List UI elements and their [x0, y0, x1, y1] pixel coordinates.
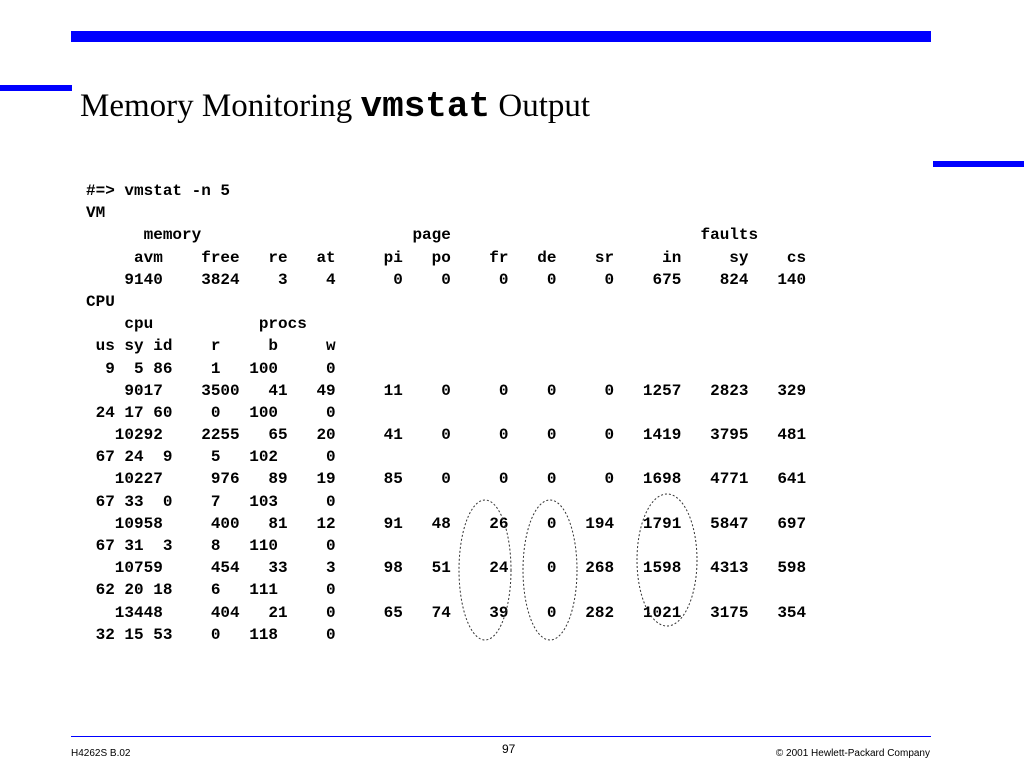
output-line: avm free re at pi po fr de sr in sy cs: [86, 248, 807, 267]
output-line: 67 31 3 8 110 0: [86, 537, 336, 555]
output-line: us sy id r b w: [86, 337, 336, 356]
output-line: 62 20 18 6 111 0: [86, 581, 336, 600]
output-line: 32 15 53 0 118 0: [86, 625, 336, 644]
title-text: Memory Monitoring: [80, 88, 361, 124]
footer-rule: [71, 736, 931, 737]
title-suffix: Output: [490, 88, 591, 124]
output-line: 67 33 0 7 103 0: [86, 492, 336, 511]
output-line: 9140 3824 3 4 0 0 0 0 0 675 824 140: [86, 270, 807, 289]
course-code: H4262S B.02: [71, 748, 131, 759]
output-line: 24 17 60 0 100 0: [86, 403, 336, 422]
title-command: vmstat: [360, 86, 491, 127]
po-column-ellipse: [459, 500, 511, 640]
output-line: CPU: [86, 292, 115, 311]
output-line: memory page faults: [86, 226, 759, 245]
output-line: 10759 454 33 3 98 51 24 0 268 1598 4313 598: [86, 559, 807, 578]
output-line: 10227 976 89 19 85 0 0 0 0 1698 4771 641: [86, 470, 807, 489]
output-line: 13448 404 21 0 65 74 39 0 282 1021 3175 354: [86, 603, 807, 622]
output-line: 10958 400 81 12 91 48 26 0 194 1791 5847 697: [86, 514, 807, 533]
fr-column-ellipse: [523, 500, 577, 640]
output-line: VM: [86, 204, 106, 223]
page-number: 97: [502, 742, 516, 756]
copyright: © 2001 Hewlett-Packard Company: [775, 748, 930, 759]
output-line: 9 5 86 1 100 0: [86, 359, 336, 378]
sr-column-ellipse: [637, 494, 697, 626]
output-line: 67 24 9 5 102 0: [86, 448, 336, 467]
output-line: 9017 3500 41 49 11 0 0 0 0 1257 2823 329: [86, 381, 807, 400]
output-line: cpu procs: [86, 315, 307, 334]
output-line: #=> vmstat -n 5: [86, 182, 231, 200]
output-line: 10292 2255 65 20 41 0 0 0 0 1419 3795 481: [86, 426, 807, 445]
